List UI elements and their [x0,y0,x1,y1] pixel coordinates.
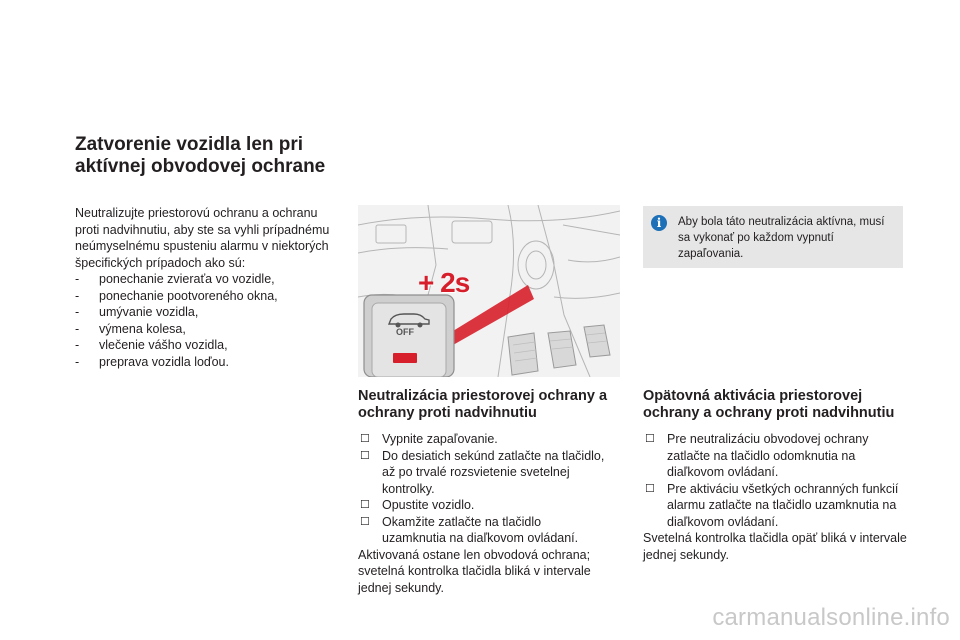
press-duration-label: + 2s [418,267,470,298]
alarm-off-button-label: OFF [396,327,414,337]
section-reactivate-footer: Svetelná kontrolka tlačidla opäť bliká v intervale jednej sekundy. [643,531,907,562]
watermark: carmanualsonline.info [712,604,950,631]
list-item: - preprava vozidla loďou. [75,354,229,369]
checkbox-icon: ☐ [360,433,370,445]
checkbox-icon: ☐ [645,433,655,445]
page-title: Zatvorenie vozidla len pri aktívnej obvodovej ochrane [75,134,326,177]
intro-block [75,205,340,370]
note-text: Aby bola táto neutralizácia aktívna, musí sa vykonať po každom vypnutí zapaľovania. [678,216,885,260]
section-neutralize-footer: Aktivovaná ostane len obvodová ochrana; svetelná kontrolka tlačidla bliká v intervale jednej sekundy. [358,547,591,595]
intro-list [75,271,340,370]
list-item: ☐ Do desiatich sekúnd zatlačte na tlačidlo, až po trvalé rozsvietenie svetelnej kontrolky. [360,448,605,496]
section-reactivate-title: Opätovná aktivácia priestorovej ochrany a ochrany proti nadvihnutiu [643,388,895,421]
list-item: ☐ Opustite vozidlo. [360,498,475,512]
section-neutralize-title: Neutralizácia priestorovej ochrany a ochrany proti nadvihnutiu [358,388,608,421]
list-item: - ponechanie zvieraťa vo vozidle, [75,272,275,286]
list-item: ☐ Okamžite zatlačte na tlačidlo uzamknutia na diaľkovom ovládaní. [360,514,579,545]
intro-paragraph: Neutralizujte priestorovú ochranu a ochranu proti nadvihnutiu, aby ste sa vyhli prípadnému neúmyselnému spusteniu alarmu v niektorých špecifických prípadoch ako sú: [75,206,330,270]
info-note [643,206,903,268]
list-item: - výmena kolesa, [75,321,186,336]
steps-list [358,431,608,547]
checkbox-icon: ☐ [645,482,655,495]
info-icon: i [651,215,667,231]
checkbox-icon: ☐ [360,449,370,462]
car-alarm-icon [386,312,432,328]
steps-list [643,431,913,530]
checkbox-icon: ☐ [360,499,370,511]
list-item: ☐ Pre aktiváciu všetkých ochranných funkcií alarmu zatlačte na tlačidlo uzamknutia na diaľkovom ovládaní. [645,481,899,529]
section-neutralize [358,388,608,596]
indicator-light [393,353,417,363]
list-item: - vlečenie vášho vozidla, [75,338,228,352]
dashboard-illustration [358,205,620,377]
list-item: - ponechanie pootvoreného okna, [75,288,278,303]
section-reactivate [643,388,913,563]
list-item: ☐ Pre neutralizáciu obvodovej ochrany zatlačte na tlačidlo odomknutia na diaľkovom ovládaní. [645,432,869,479]
list-item: - umývanie vozidla, [75,305,199,319]
checkbox-icon: ☐ [360,515,370,528]
list-item: ☐ Vypnite zapaľovanie. [360,432,498,446]
